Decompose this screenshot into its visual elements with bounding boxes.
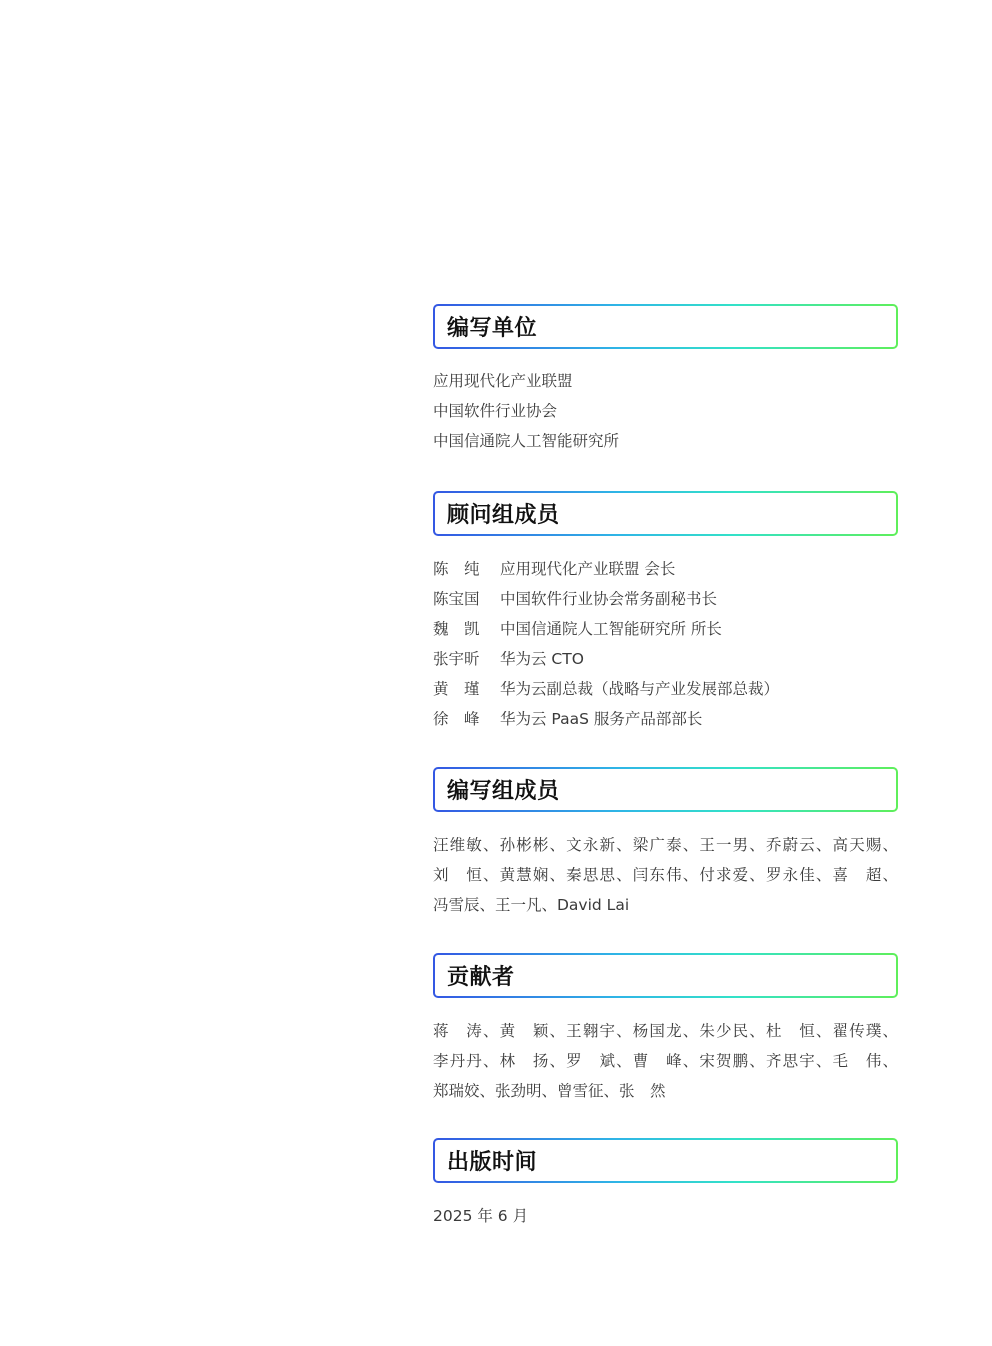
advisor-name: 陈宝国 [433, 590, 480, 608]
advisor-row [433, 614, 898, 644]
advisor-row [433, 554, 898, 584]
unit-item: 中国软件行业协会 [433, 402, 558, 420]
section-title-writers: 编写组成员 [447, 779, 560, 804]
writers-line: 汪维敏、孙彬彬、文永新、梁广泰、王一男、乔蔚云、高天赐、 [433, 836, 898, 854]
section-advisors [433, 491, 898, 767]
section-header-advisors [433, 491, 898, 536]
section-writers [433, 767, 898, 953]
section-header-date [433, 1138, 898, 1183]
advisor-name: 黄 瑾 [433, 680, 480, 698]
advisor-row [433, 584, 898, 614]
section-units [433, 304, 898, 491]
advisor-role: 应用现代化产业联盟 会长 [500, 560, 676, 578]
unit-item: 中国信通院人工智能研究所 [433, 432, 620, 450]
advisor-role: 华为云 CTO [500, 650, 584, 668]
section-header-units [433, 304, 898, 349]
publish-date [433, 1201, 898, 1231]
advisor-row [433, 644, 898, 674]
advisor-name: 张宇昕 [433, 650, 480, 668]
advisor-name: 徐 峰 [433, 710, 480, 728]
advisor-role: 中国信通院人工智能研究所 所长 [500, 620, 722, 638]
advisor-role: 中国软件行业协会常务副秘书长 [500, 590, 718, 608]
advisors-list [433, 554, 898, 734]
contributors-line: 郑瑞姣、张劲明、曾雪征、张 然 [433, 1082, 666, 1100]
advisor-row [433, 704, 898, 734]
section-title-units: 编写单位 [447, 316, 538, 341]
section-title-date: 出版时间 [447, 1150, 538, 1175]
writers-line: 冯雪辰、王一凡、David Lai [433, 896, 630, 914]
contributors-line: 李丹丹、林 扬、罗 斌、曹 峰、宋贺鹏、齐思宇、毛 伟、 [433, 1052, 898, 1070]
advisor-row [433, 674, 898, 704]
advisor-name: 魏 凯 [433, 620, 480, 638]
advisor-role: 华为云副总裁（战略与产业发展部总裁） [500, 680, 780, 698]
section-header-contributors [433, 953, 898, 998]
writers-line: 刘 恒、黄慧娴、秦思思、闫东伟、付求爱、罗永佳、喜 超、 [433, 866, 898, 884]
contributors-list [433, 1016, 898, 1106]
section-header-writers [433, 767, 898, 812]
section-title-contributors: 贡献者 [447, 965, 515, 990]
section-contributors [433, 953, 898, 1138]
credits-page [433, 304, 898, 1231]
advisor-role: 华为云 PaaS 服务产品部部长 [500, 710, 703, 728]
unit-item: 应用现代化产业联盟 [433, 372, 573, 390]
publish-date-value: 2025 年 6 月 [433, 1207, 529, 1225]
units-list [433, 366, 898, 456]
advisor-name: 陈 纯 [433, 560, 480, 578]
writers-list [433, 830, 898, 920]
contributors-line: 蒋 涛、黄 颖、王翱宇、杨国龙、朱少民、杜 恒、翟传璞、 [433, 1022, 898, 1040]
section-date [433, 1138, 898, 1231]
section-title-advisors: 顾问组成员 [447, 503, 560, 528]
